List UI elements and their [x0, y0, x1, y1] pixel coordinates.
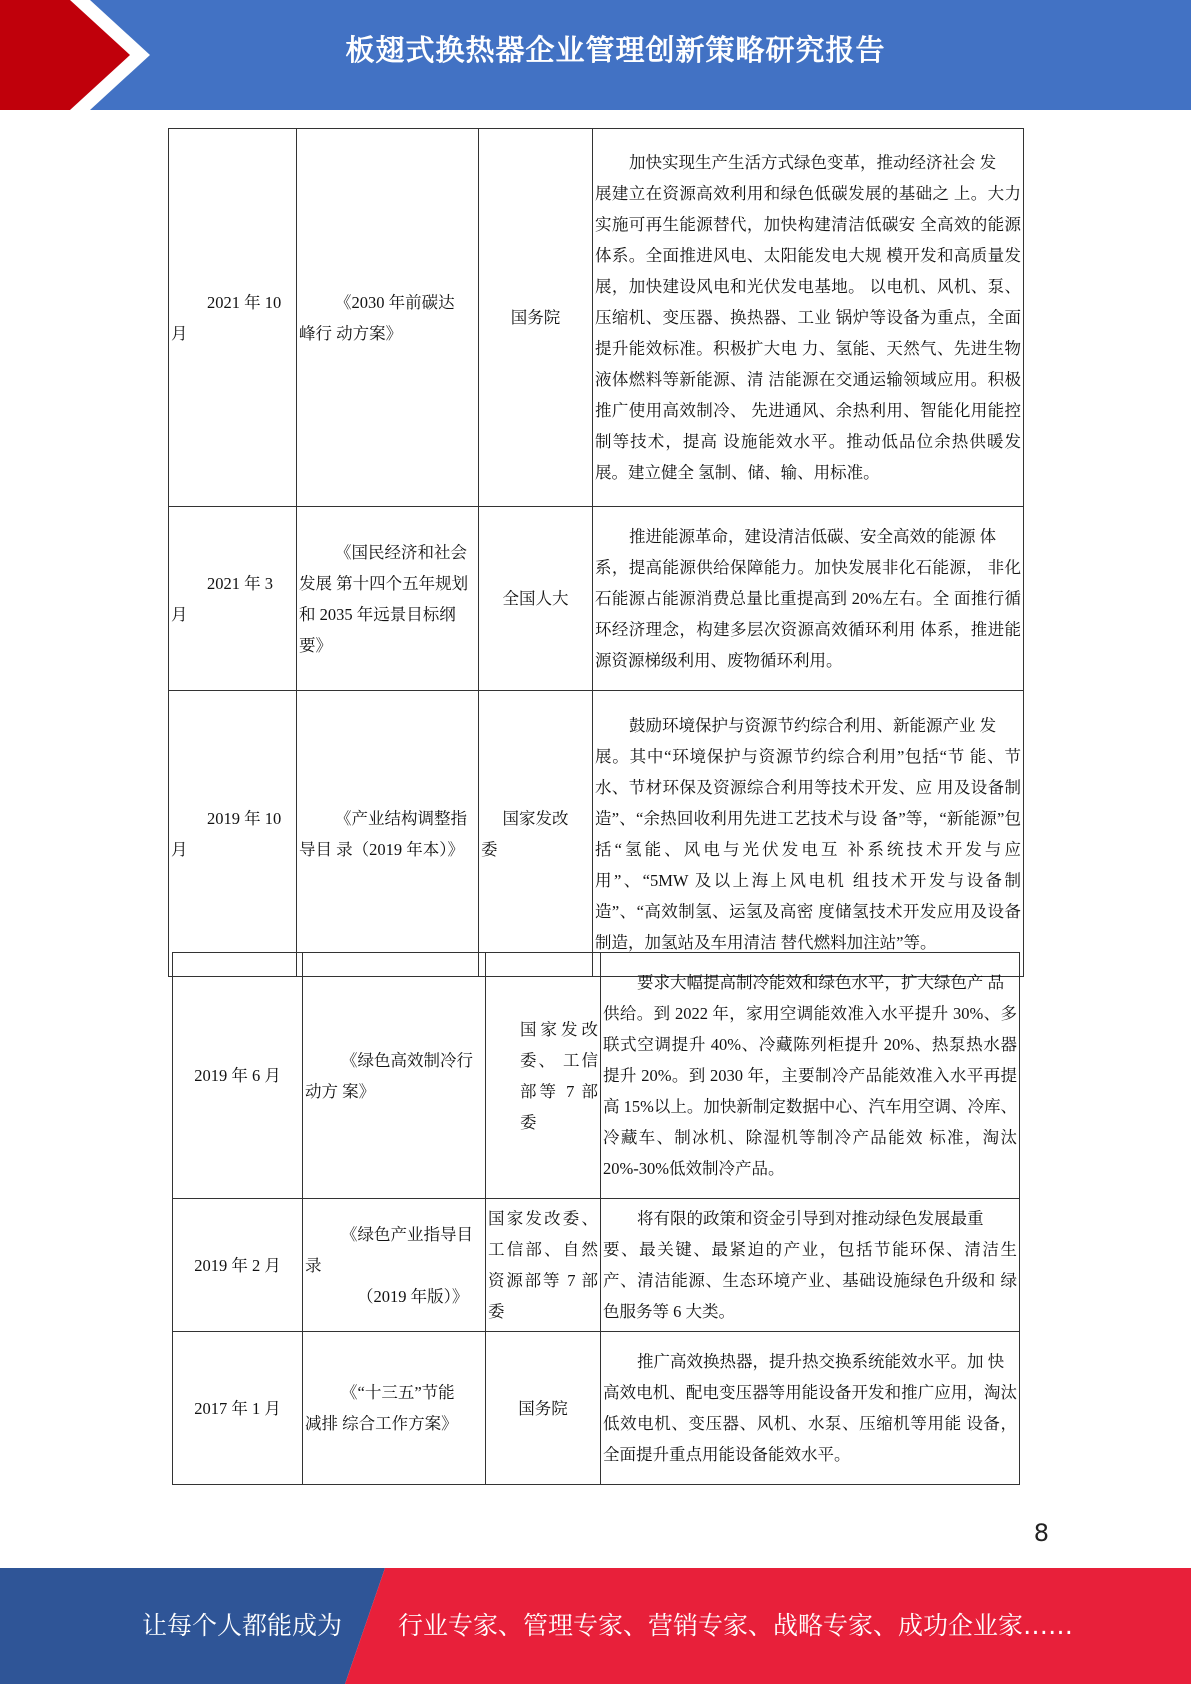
- date-cell: 2019 年 6 月: [173, 953, 303, 1199]
- page-header: [0, 0, 1191, 110]
- date-cell: 2019 年 10 月: [169, 691, 297, 977]
- table-row: [169, 507, 1024, 691]
- footer-slogan-right: 行业专家、管理专家、营销专家、战略专家、成功企业家……: [398, 1611, 1074, 1640]
- document-cell: 《绿色产业指导目 录 （2019 年版）》: [303, 1199, 486, 1332]
- table-row: [173, 1199, 1020, 1332]
- document-cell: 《“十三五”节能 减排 综合工作方案》: [303, 1332, 486, 1485]
- document-cell: 《绿色高效制冷行 动方 案》: [303, 953, 486, 1199]
- policy-table-part-1: [168, 128, 1024, 977]
- content-cell: 加快实现生产生活方式绿色变革，推动经济社会 发 展建立在资源高效利用和绿色低碳发展的基础之 上。大力实施可再生能源替代，加快构建清洁低碳安 全高效的能源体系。全面推进风电、太阳能发电大规 模开发和高质量发展，加快建设风电和光伏发电基地。 以电机、风机、泵、压缩机、变压器、换热器、工业 锅炉等设备为重点，全面提升能效标准。积极扩大电 力、氢能、天然气、先进生物液体燃料等新能源、清 洁能源在交通运输领域应用。积极推广使用高效制冷、 先进通风、余热利用、智能化用能控制等技术，提高 设施能效水平。推动低品位余热供暖发展。建立健全 氢制、储、输、用标准。: [593, 129, 1024, 507]
- issuer-cell: 国务院: [479, 129, 593, 507]
- issuer-cell: 国家发改委、 工信部、自然 资源部等 7 部 委: [486, 1199, 601, 1332]
- content-cell: 要求大幅提高制冷能效和绿色水平，扩大绿色产 品 供给。到 2022 年，家用空调能效准入水平提升 30%、多联式空调提升 40%、冷藏陈列柜提升 20%、热泵热水器提升 20%。到 2030 年，主要制冷产品能效准入水平再提高 15%以上。加快新制定数据中心、汽车用空调、冷库、冷藏车、制冰机、除湿机等制冷产品能效 标准，淘汰 20%-30%低效制冷产品。: [601, 953, 1020, 1199]
- document-cell: 《国民经济和社会 发展 第十四个五年规划和 2035 年远景目标纲要》: [297, 507, 479, 691]
- content-cell: 推广高效换热器，提升热交换系统能效水平。加 快 高效电机、配电变压器等用能设备开发和推广应用，淘汰低效电机、变压器、风机、水泵、压缩机等用能 设备，全面提升重点用能设备能效水平。: [601, 1332, 1020, 1485]
- page-number: 8: [1033, 1519, 1049, 1547]
- content-cell: 推进能源革命，建设清洁低碳、安全高效的能源 体 系，提高能源供给保障能力。加快发展非化石能源， 非化石能源占能源消费总量比重提高到 20%左右。全 面推行循环经济理念，构建多层次资源高效循环利用 体系，推进能源资源梯级利用、废物循环利用。: [593, 507, 1024, 691]
- content-cell: 鼓励环境保护与资源节约综合利用、新能源产业 发 展。其中“环境保护与资源节约综合利用”包括“节 能、节水、节材环保及资源综合利用等技术开发、应 用及设备制造”、“余热回收利用先进工艺技术与设 备”等，“新能源”包括“氢能、风电与光伏发电互 补系统技术开发与应用”、“5MW 及以上海上风电机 组技术开发与设备制造”、“高效制氢、运氢及高密 度储氢技术开发应用及设备制造，加氢站及车用清洁 替代燃料加注站”等。: [593, 691, 1024, 977]
- issuer-cell: 全国人大: [479, 507, 593, 691]
- content-cell: 将有限的政策和资金引导到对推动绿色发展最重 要、最关键、最紧迫的产业，包括节能环保、清洁生 产、清洁能源、生态环境产业、基础设施绿色升级和 绿色服务等 6 大类。: [601, 1199, 1020, 1332]
- issuer-cell: 国家发改 委: [479, 691, 593, 977]
- issuer-cell: 国家发改委、 工信部等 7 部 委: [486, 953, 601, 1199]
- policy-table-part-2: [172, 952, 1020, 1485]
- date-cell: 2021 年 10 月: [169, 129, 297, 507]
- table-row: [173, 1332, 1020, 1485]
- table-row: [169, 129, 1024, 507]
- table-row: [173, 953, 1020, 1199]
- footer-slogan-left: 让每个人都能成为: [142, 1611, 343, 1640]
- document-title: 板翅式换热器企业管理创新策略研究报告: [345, 33, 886, 67]
- issuer-cell: 国务院: [486, 1332, 601, 1485]
- table-row: [169, 691, 1024, 977]
- page-footer: [0, 1568, 1191, 1684]
- document-cell: 《2030 年前碳达 峰行 动方案》: [297, 129, 479, 507]
- document-cell: 《产业结构调整指 导目 录（2019 年本）》: [297, 691, 479, 977]
- date-cell: 2017 年 1 月: [173, 1332, 303, 1485]
- date-cell: 2019 年 2 月: [173, 1199, 303, 1332]
- date-cell: 2021 年 3 月: [169, 507, 297, 691]
